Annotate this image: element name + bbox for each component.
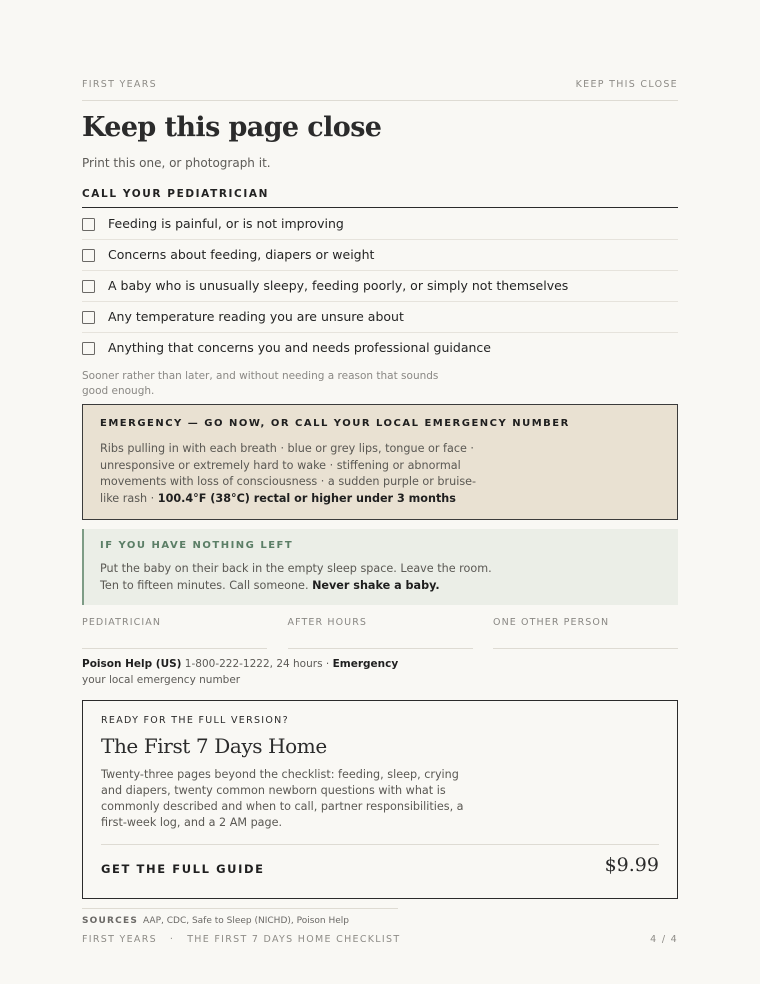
get-full-guide-button[interactable]: GET THE FULL GUIDE xyxy=(101,862,265,876)
checklist-item-label: Feeding is painful, or is not improving xyxy=(108,215,344,231)
header-brand: FIRST YEARS xyxy=(82,79,157,90)
page-number: 4 / 4 xyxy=(650,934,678,945)
sources-line xyxy=(82,916,349,926)
checklist-item[interactable] xyxy=(82,209,678,240)
checklist-item[interactable] xyxy=(82,333,678,364)
emergency-label: Emergency xyxy=(332,658,399,670)
pediatrician-heading: CALL YOUR PEDIATRICIAN xyxy=(82,188,269,200)
full-guide-promo xyxy=(82,700,678,899)
contact-fields xyxy=(82,617,678,649)
contact-field-after-hours[interactable] xyxy=(288,617,473,649)
checkbox[interactable] xyxy=(82,218,95,231)
checklist-item-label: Any temperature reading you are unsure about xyxy=(108,308,404,324)
nothing-left-body xyxy=(100,560,495,594)
checklist-item-label: Anything that concerns you and needs professional guidance xyxy=(108,340,491,355)
promo-eyebrow: READY FOR THE FULL VERSION? xyxy=(101,715,289,726)
contact-field-pediatrician[interactable] xyxy=(82,617,267,649)
checkbox[interactable] xyxy=(82,249,95,262)
checklist-item[interactable] xyxy=(82,302,678,333)
nothing-left-callout xyxy=(82,529,678,605)
promo-description: Twenty-three pages beyond the checklist: feeding, sleep, crying and diapers, twenty common newborn questions with what is commonly described and when to call, partner responsibilities, a first-week log, and a 2 AM page. xyxy=(101,768,464,829)
checklist-item[interactable] xyxy=(82,240,678,271)
running-header xyxy=(82,79,678,90)
contact-write-line[interactable] xyxy=(288,648,473,649)
checkbox[interactable] xyxy=(82,342,95,355)
contact-field-other-person[interactable] xyxy=(493,617,678,649)
contact-label: AFTER HOURS xyxy=(287,617,368,628)
running-footer xyxy=(82,934,678,945)
contact-label: PEDIATRICIAN xyxy=(82,617,162,628)
contact-write-line[interactable] xyxy=(493,648,678,649)
nothing-left-warning: Never shake a baby. xyxy=(312,579,440,592)
checklist-item-label: Concerns about feeding, diapers or weight xyxy=(108,246,375,262)
contact-label: ONE OTHER PERSON xyxy=(493,617,610,628)
promo-title: The First 7 Days Home xyxy=(101,734,327,758)
promo-divider xyxy=(101,844,659,845)
nothing-left-steps: Put the baby on their back in the empty sleep space. Leave the room. Ten to fifteen minutes. Call someone. xyxy=(100,562,492,592)
contact-write-line[interactable] xyxy=(82,648,267,649)
header-section: KEEP THIS CLOSE xyxy=(575,79,678,90)
page-subtitle: Print this one, or photograph it. xyxy=(82,156,271,170)
header-divider xyxy=(82,100,678,101)
emergency-heading: EMERGENCY — GO NOW, OR CALL YOUR LOCAL EMERGENCY NUMBER xyxy=(100,418,570,429)
poison-help-number: 1-800-222-1222, 24 hours xyxy=(181,658,323,670)
pediatrician-note: Sooner rather than later, and without needing a reason that sounds good enough. xyxy=(82,370,439,397)
sources-divider xyxy=(82,908,398,909)
emergency-signs: Ribs pulling in with each breath · blue or grey lips, tongue or face · unresponsive or extremely hard to wake · stiffening or abnormal movements with loss of consciousness · a sudden purple or bruise-like rash · xyxy=(100,442,477,505)
sources-label: SOURCES xyxy=(82,916,139,926)
sources-text: AAP, CDC, Safe to Sleep (NICHD), Poison Help xyxy=(143,916,350,926)
poison-help-separator: · xyxy=(322,658,333,670)
checkbox[interactable] xyxy=(82,311,95,324)
emergency-body xyxy=(100,441,495,507)
checklist-item[interactable] xyxy=(82,271,678,302)
poison-help-label: Poison Help (US) xyxy=(82,658,182,670)
page-title: Keep this page close xyxy=(82,112,382,143)
emergency-number-text: your local emergency number xyxy=(82,673,241,686)
checkbox[interactable] xyxy=(82,280,95,293)
promo-price: $9.99 xyxy=(604,854,659,876)
emergency-callout xyxy=(82,404,678,520)
poison-help-line xyxy=(82,657,422,688)
checklist-item-label: A baby who is unusually sleepy, feeding poorly, or simply not themselves xyxy=(108,277,569,293)
emergency-fever-threshold: 100.4°F (38°C) rectal or higher under 3 months xyxy=(157,491,456,505)
pediatrician-checklist xyxy=(82,209,678,364)
footer-title: FIRST YEARS · THE FIRST 7 DAYS HOME CHECKLIST xyxy=(82,934,401,945)
nothing-left-heading: IF YOU HAVE NOTHING LEFT xyxy=(100,540,294,551)
